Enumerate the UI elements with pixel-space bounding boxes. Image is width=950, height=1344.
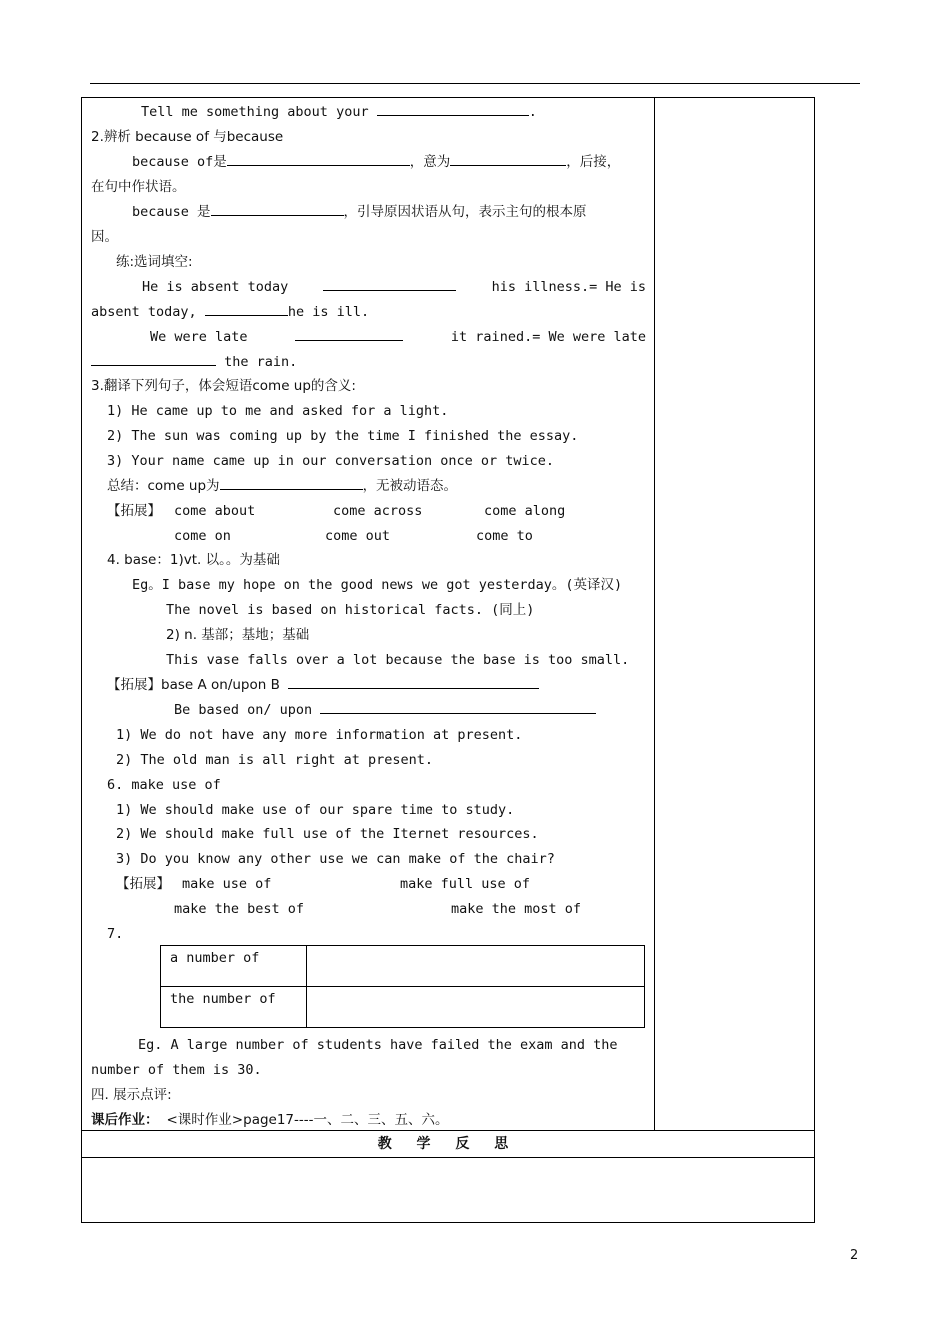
because-of-line-2: 在句中作状语。 bbox=[91, 179, 186, 195]
table-cell-blank bbox=[307, 987, 645, 1028]
phrase-come-across: come across bbox=[333, 503, 423, 519]
phrase-make-the-best-of: make the best of bbox=[174, 901, 305, 917]
example-2: The novel is based on historical facts. (同上) bbox=[166, 602, 535, 618]
column-divider bbox=[654, 97, 655, 1130]
present-2: 2) The old man is all right at present. bbox=[116, 752, 433, 768]
extension-2-line-2: Be based on/ upon bbox=[174, 700, 596, 720]
homework-line: 课后作业： <课时作业>page17----一、二、三、五、六。 bbox=[91, 1112, 449, 1128]
number-table bbox=[160, 945, 645, 1028]
top-rule bbox=[90, 83, 860, 84]
extension-1-tag: 【拓展】 bbox=[107, 503, 161, 519]
phrase-come-out: come out bbox=[325, 528, 391, 544]
reflection-header: 教 学 反 思 bbox=[377, 1136, 519, 1152]
table-cell-the-number-of: the number of bbox=[161, 987, 307, 1028]
example-1: Eg。I base my hope on the good news we got yesterday。(英译汉) bbox=[132, 577, 623, 593]
table-cell-blank bbox=[307, 946, 645, 987]
practice-heading: 练:选词填空: bbox=[116, 254, 193, 270]
example-4-line-1: Eg. A large number of students have failed the exam and the bbox=[138, 1037, 618, 1053]
section-6-heading: 6. make use of bbox=[107, 777, 221, 793]
practice-1-line-1: He is absent today his illness.= He is bbox=[142, 279, 646, 295]
sentence-1: 1) He came up to me and asked for a light. bbox=[107, 403, 449, 419]
extension-2-line-1: 【拓展】base A on/upon B bbox=[107, 675, 539, 695]
phrase-make-full-use-of: make full use of bbox=[400, 876, 531, 892]
extension-3-tag: 【拓展】 bbox=[116, 876, 170, 892]
section-2-heading: 2.辨析 because of 与because bbox=[91, 129, 284, 145]
sentence-3: 3) Your name came up in our conversation once or twice. bbox=[107, 453, 555, 469]
phrase-make-use-of: make use of bbox=[182, 876, 272, 892]
line-tell-me: Tell me something about your . bbox=[141, 104, 537, 120]
make-use-3: 3) Do you know any other use we can make of the chair? bbox=[116, 851, 555, 867]
phrase-come-on: come on bbox=[174, 528, 231, 544]
present-1: 1) We do not have any more information at present. bbox=[116, 727, 523, 743]
section-4-heading: 4. base：1)vt. 以。。为基础 bbox=[107, 552, 280, 568]
noun-meaning: 2) n. 基部；基地；基础 bbox=[166, 627, 310, 643]
sentence-2: 2) The sun was coming up by the time I finished the essay. bbox=[107, 428, 579, 444]
because-line: because 是 ，引导原因状语从句，表示主句的根本原 bbox=[132, 204, 587, 220]
table-cell-a-number-of: a number of bbox=[161, 946, 307, 987]
example-4-line-2: number of them is 30. bbox=[91, 1062, 262, 1078]
summary-line: 总结：come up为 ，无被动语态。 bbox=[107, 478, 458, 494]
make-use-1: 1) We should make use of our spare time to study. bbox=[116, 802, 515, 818]
practice-2-line-2: the rain. bbox=[91, 352, 297, 372]
make-use-2: 2) We should make full use of the Iternet resources. bbox=[116, 826, 539, 842]
phrase-make-the-most-of: make the most of bbox=[451, 901, 582, 917]
practice-2-line-1: We were late it rained.= We were late bbox=[150, 329, 646, 345]
phrase-come-to: come to bbox=[476, 528, 533, 544]
phrase-come-about: come about bbox=[174, 503, 256, 519]
section-3-heading: 3.翻译下列句子，体会短语come up的含义: bbox=[91, 378, 356, 394]
table-row bbox=[161, 987, 645, 1028]
practice-1-line-2: absent today, he is ill. bbox=[91, 304, 370, 320]
phrase-come-along: come along bbox=[484, 503, 566, 519]
because-line-2: 因。 bbox=[91, 229, 118, 245]
because-of-line: because of是 ，意为 ，后接， bbox=[132, 154, 621, 170]
page-number: 2 bbox=[850, 1248, 859, 1263]
row-divider-bottom bbox=[81, 1157, 815, 1158]
table-row bbox=[161, 946, 645, 987]
section-7-heading: 7. bbox=[107, 926, 124, 942]
example-3: This vase falls over a lot because the base is too small. bbox=[166, 652, 630, 668]
section-four-heading: 四. 展示点评: bbox=[91, 1087, 172, 1103]
